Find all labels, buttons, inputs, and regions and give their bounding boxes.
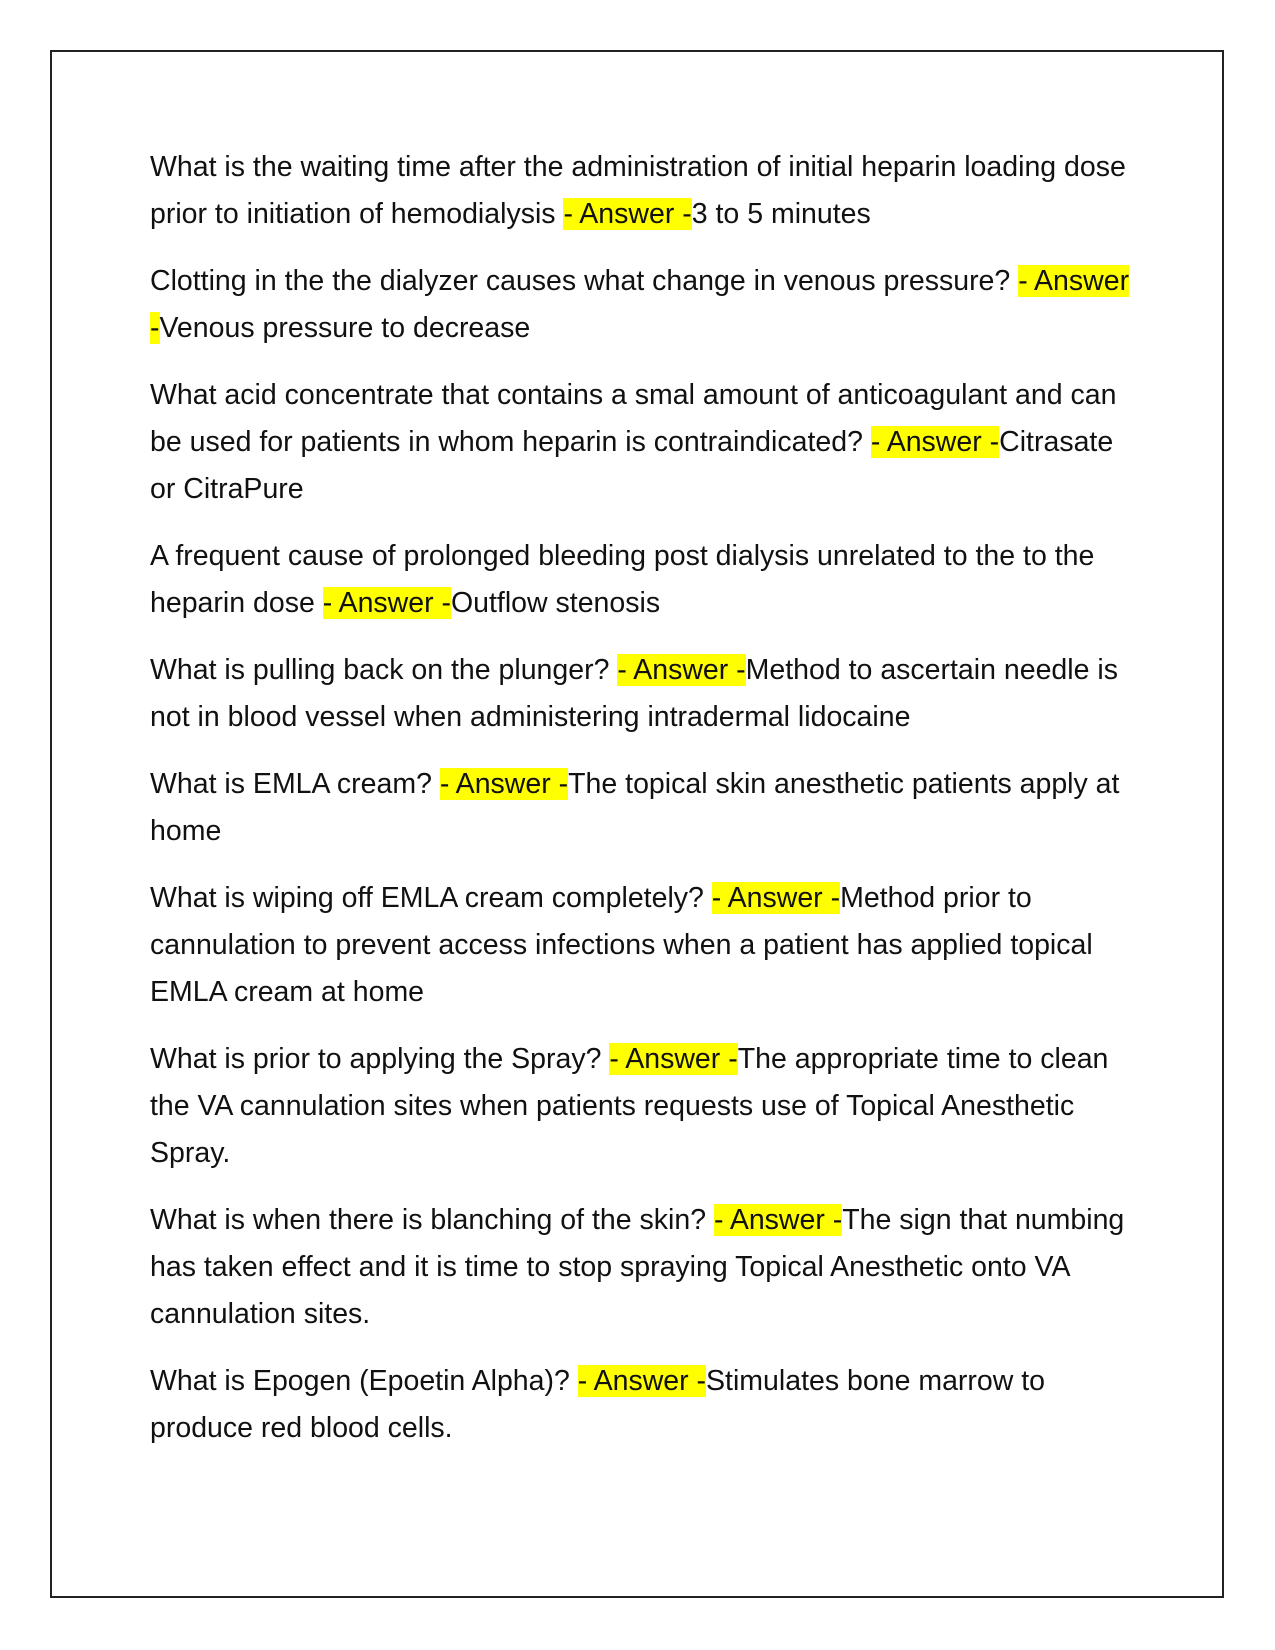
qa-item-4 [150,533,1140,627]
qa-item-5 [150,647,1140,741]
question-text: What is wiping off EMLA cream completely? [150,882,712,914]
qa-item-1 [150,144,1140,238]
qa-item-8 [150,1036,1140,1177]
question-text: What acid concentrate that contains a smal amount of anticoagulant and can be used for patients in whom heparin is contraindicated? [150,379,1117,458]
answer-marker: - Answer - [609,1043,738,1075]
question-text: A frequent cause of prolonged bleeding post dialysis unrelated to the to the heparin dose [150,540,1095,619]
answer-text: Method to ascertain needle is not in blood vessel when administering intradermal lidocaine [150,654,1118,733]
answer-text: Outflow stenosis [451,587,661,619]
question-text: What is Epogen (Epoetin Alpha)? [150,1365,578,1397]
qa-item-2 [150,258,1140,352]
answer-marker: - Answer - [577,1365,707,1397]
question-text: What is when there is blanching of the skin? [150,1204,714,1236]
answer-text: The sign that numbing has taken effect and it is time to stop spraying Topical Anesthetic onto VA cannulation sites. [150,1204,1125,1330]
question-text: Clotting in the the dialyzer causes what change in venous pressure? [150,265,1019,297]
answer-text: Citrasate or CitraPure [150,426,1114,505]
qa-item-3 [150,372,1140,513]
answer-text: Venous pressure to decrease [159,312,531,344]
answer-marker: - Answer - [322,587,451,619]
answer-text: The topical skin anesthetic patients apply at home [150,768,1120,847]
qa-item-9 [150,1197,1140,1338]
answer-marker: - Answer - [713,1204,843,1236]
qa-item-7 [150,875,1140,1016]
qa-item-10 [150,1358,1140,1452]
qa-item-6 [150,761,1140,855]
question-text: What is EMLA cream? [150,768,440,800]
answer-marker: - Answer - [711,882,841,914]
answer-text: Method prior to cannulation to prevent access infections when a patient has applied topical EMLA cream at home [150,882,1093,1008]
answer-marker: - Answer - [439,768,569,800]
question-text: What is pulling back on the plunger? [150,654,618,686]
question-text: What is prior to applying the Spray? [150,1043,610,1075]
answer-text: Stimulates bone marrow to produce red blood cells. [150,1365,1046,1444]
answer-marker: - Answer - [617,654,746,686]
answer-text: The appropriate time to clean the VA cannulation sites when patients requests use of Topical Anesthetic Spray. [150,1043,1109,1169]
answer-marker: - Answer - [150,265,1130,344]
document-body [150,144,1140,1472]
answer-marker: - Answer - [563,198,692,230]
answer-marker: - Answer - [870,426,1000,458]
answer-text: 3 to 5 minutes [691,198,871,230]
question-text: What is the waiting time after the administration of initial heparin loading dose prior to initiation of hemodialysis [150,151,1126,230]
